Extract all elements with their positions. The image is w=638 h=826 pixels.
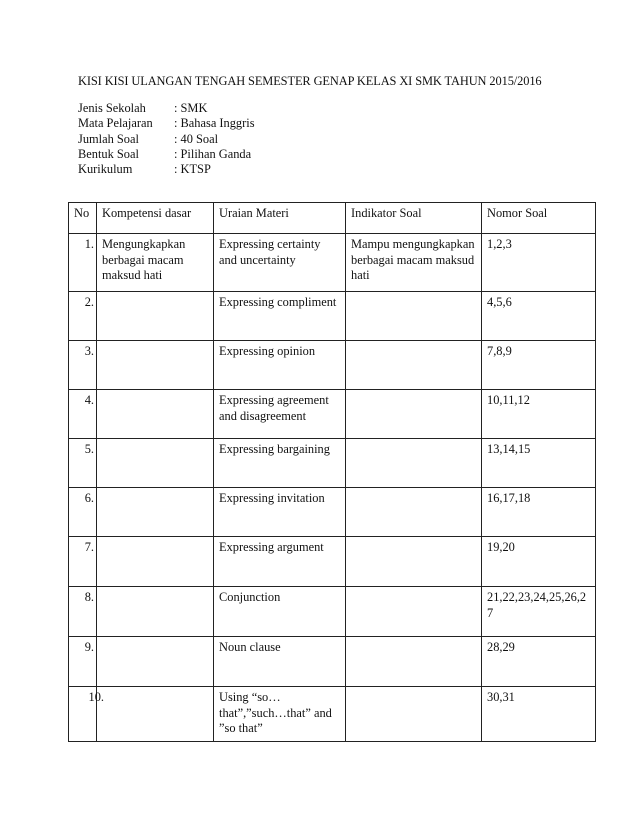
row-number: 9. <box>84 640 94 654</box>
row-number-cell <box>69 537 97 587</box>
info-value: : Bahasa Inggris <box>174 116 255 131</box>
row-number-cell <box>69 439 97 488</box>
info-row-kurikulum <box>78 162 255 177</box>
nomor-cell: 28,29 <box>482 637 596 687</box>
table-row <box>69 637 596 687</box>
kompetensi-cell <box>97 341 214 390</box>
info-row-mata-pelajaran <box>78 116 255 131</box>
info-value: : 40 Soal <box>174 131 219 146</box>
table-row <box>69 390 596 439</box>
column-header-indikator: Indikator Soal <box>346 203 482 234</box>
materi-cell: Expressing opinion <box>214 341 346 390</box>
indikator-cell <box>346 637 482 687</box>
row-number: 7. <box>84 540 94 554</box>
row-number: 8. <box>84 590 94 604</box>
table-row <box>69 587 596 637</box>
info-value: : Pilihan Ganda <box>174 146 252 161</box>
kompetensi-cell <box>97 439 214 488</box>
indikator-cell <box>346 292 482 341</box>
row-number-cell <box>69 637 97 687</box>
info-row-jumlah-soal <box>78 132 255 147</box>
table-row <box>69 537 596 587</box>
indikator-cell <box>346 488 482 537</box>
materi-cell: Expressing certainty and uncertainty <box>214 234 346 292</box>
row-number-cell <box>69 390 97 439</box>
nomor-cell: 21,22,23,24,25,26,27 <box>482 587 596 637</box>
nomor-cell: 4,5,6 <box>482 292 596 341</box>
kompetensi-cell <box>97 537 214 587</box>
kompetensi-cell <box>97 687 214 742</box>
row-number-cell <box>69 292 97 341</box>
materi-cell: Noun clause <box>214 637 346 687</box>
materi-cell: Expressing agreement and disagreement <box>214 390 346 439</box>
kompetensi-cell: Mengungkapkan berbagai macam maksud hati <box>97 234 214 292</box>
kompetensi-cell <box>97 390 214 439</box>
indikator-cell <box>346 439 482 488</box>
table-row <box>69 439 596 488</box>
kompetensi-cell <box>97 637 214 687</box>
row-number: 2. <box>84 295 94 309</box>
indikator-cell <box>346 341 482 390</box>
indikator-cell <box>346 587 482 637</box>
row-number: 4. <box>84 393 94 407</box>
nomor-cell: 16,17,18 <box>482 488 596 537</box>
row-number: 3. <box>84 344 94 358</box>
info-label: Jumlah Soal <box>78 131 139 146</box>
row-number-cell <box>69 488 97 537</box>
materi-cell: Expressing argument <box>214 537 346 587</box>
info-value: : SMK <box>174 101 208 115</box>
materi-cell: Expressing bargaining <box>214 439 346 488</box>
indikator-cell <box>346 537 482 587</box>
column-header-nomor: Nomor Soal <box>482 203 596 234</box>
indikator-cell: Mampu mengungkapkan berbagai macam maksud hati <box>346 234 482 292</box>
row-number-cell <box>69 341 97 390</box>
info-label: Jenis Sekolah <box>78 101 146 115</box>
indikator-cell <box>346 390 482 439</box>
kompetensi-cell <box>97 292 214 341</box>
indikator-cell <box>346 687 482 742</box>
column-header-no: No <box>69 203 97 234</box>
row-number-cell <box>69 234 97 292</box>
nomor-cell: 30,31 <box>482 687 596 742</box>
table-row <box>69 488 596 537</box>
kompetensi-cell <box>97 488 214 537</box>
info-label: Kurikulum <box>78 162 133 177</box>
document-title: KISI KISI ULANGAN TENGAH SEMESTER GENAP KELAS XI SMK TAHUN 2015/2016 <box>78 74 542 88</box>
row-number: 5. <box>84 442 94 456</box>
row-number-cell <box>69 687 104 742</box>
info-label: Mata Pelajaran <box>78 116 153 131</box>
info-value: : KTSP <box>174 162 211 177</box>
table-row <box>69 341 596 390</box>
nomor-cell: 10,11,12 <box>482 390 596 439</box>
materi-cell: Expressing compliment <box>214 292 346 341</box>
nomor-cell: 1,2,3 <box>482 234 596 292</box>
table-row <box>69 292 596 341</box>
materi-cell: Expressing invitation <box>214 488 346 537</box>
kisi-kisi-table <box>68 202 596 742</box>
nomor-cell: 19,20 <box>482 537 596 587</box>
row-number: 1. <box>84 237 94 251</box>
table-row <box>69 687 596 742</box>
row-number-cell <box>69 587 97 637</box>
info-label: Bentuk Soal <box>78 146 139 161</box>
kompetensi-cell <box>97 587 214 637</box>
column-header-kompetensi: Kompetensi dasar <box>97 203 214 234</box>
materi-cell: Conjunction <box>214 587 346 637</box>
row-number: 6. <box>84 491 94 505</box>
row-number: 10. <box>88 690 104 704</box>
document-info <box>78 101 255 177</box>
info-row-jenis-sekolah <box>78 101 255 116</box>
nomor-cell: 7,8,9 <box>482 341 596 390</box>
column-header-materi: Uraian Materi <box>214 203 346 234</box>
table-row <box>69 234 596 292</box>
nomor-cell: 13,14,15 <box>482 439 596 488</box>
materi-cell: Using “so… that”,”such…that” and ”so that” <box>214 687 346 742</box>
info-row-bentuk-soal <box>78 147 255 162</box>
table-header-row <box>69 203 596 234</box>
